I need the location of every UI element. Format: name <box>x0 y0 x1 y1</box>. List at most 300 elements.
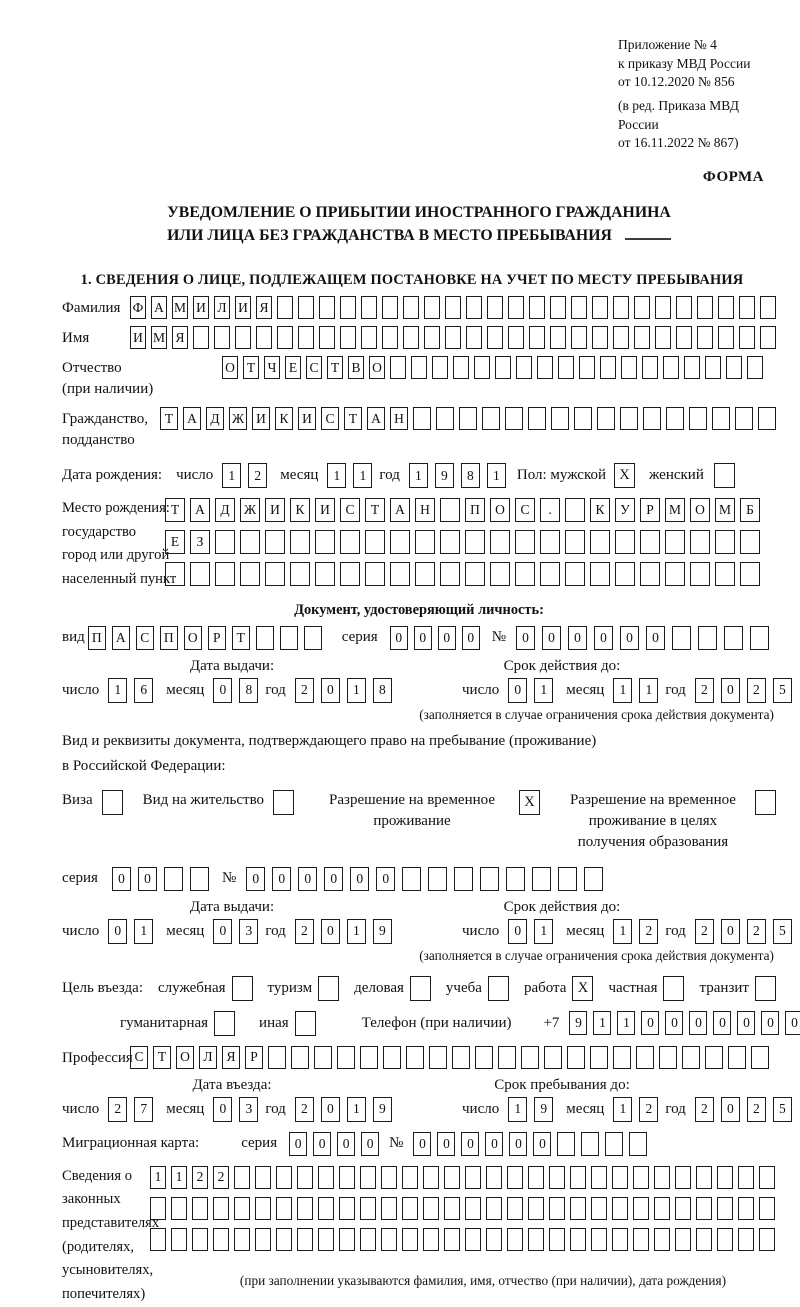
char-cell[interactable]: 1 <box>353 463 372 488</box>
char-cell[interactable] <box>506 867 525 891</box>
char-cell[interactable] <box>620 407 638 430</box>
char-cell[interactable]: 0 <box>246 867 265 891</box>
char-cell[interactable] <box>444 1197 460 1220</box>
char-cell[interactable]: 2 <box>213 1166 229 1189</box>
char-cell[interactable] <box>315 530 335 554</box>
char-cell[interactable] <box>465 1166 481 1189</box>
char-cell[interactable] <box>613 1046 631 1069</box>
char-cell[interactable] <box>640 530 660 554</box>
char-cell[interactable]: 1 <box>222 463 241 488</box>
char-cell[interactable]: С <box>306 356 322 379</box>
char-cell[interactable] <box>495 356 511 379</box>
char-cell[interactable]: 2 <box>695 678 714 703</box>
char-cell[interactable] <box>705 1046 723 1069</box>
official-checkbox[interactable] <box>232 976 253 1001</box>
char-cell[interactable] <box>565 562 585 586</box>
char-cell[interactable] <box>297 1166 313 1189</box>
char-cell[interactable]: 1 <box>487 463 506 488</box>
char-cell[interactable] <box>360 1197 376 1220</box>
char-cell[interactable]: 1 <box>613 919 632 944</box>
char-cell[interactable]: 0 <box>721 1097 740 1122</box>
char-cell[interactable] <box>718 326 734 349</box>
char-cell[interactable]: 0 <box>437 1132 455 1156</box>
char-cell[interactable] <box>339 1228 355 1251</box>
char-cell[interactable]: 2 <box>108 1097 127 1122</box>
char-cell[interactable] <box>171 1197 187 1220</box>
char-cell[interactable]: 0 <box>665 1011 683 1035</box>
char-cell[interactable] <box>465 530 485 554</box>
char-cell[interactable]: 6 <box>134 678 153 703</box>
char-cell[interactable] <box>612 1197 628 1220</box>
char-cell[interactable]: 0 <box>350 867 369 891</box>
business-checkbox[interactable] <box>410 976 431 1001</box>
char-cell[interactable] <box>415 562 435 586</box>
char-cell[interactable] <box>621 356 637 379</box>
char-cell[interactable] <box>424 326 440 349</box>
char-cell[interactable]: 2 <box>639 1097 658 1122</box>
char-cell[interactable] <box>255 1197 271 1220</box>
char-cell[interactable] <box>615 530 635 554</box>
char-cell[interactable] <box>361 326 377 349</box>
char-cell[interactable] <box>429 1046 447 1069</box>
char-cell[interactable]: 5 <box>773 919 792 944</box>
char-cell[interactable] <box>633 1197 649 1220</box>
char-cell[interactable] <box>738 1228 754 1251</box>
char-cell[interactable] <box>597 407 615 430</box>
char-cell[interactable] <box>465 1197 481 1220</box>
char-cell[interactable]: О <box>690 498 710 522</box>
char-cell[interactable] <box>339 1197 355 1220</box>
char-cell[interactable]: 1 <box>347 678 366 703</box>
char-cell[interactable]: 0 <box>721 919 740 944</box>
char-cell[interactable] <box>381 1197 397 1220</box>
char-cell[interactable] <box>633 1166 649 1189</box>
char-cell[interactable]: А <box>390 498 410 522</box>
char-cell[interactable]: 2 <box>695 1097 714 1122</box>
char-cell[interactable] <box>402 1228 418 1251</box>
char-cell[interactable] <box>255 1228 271 1251</box>
char-cell[interactable] <box>613 296 629 319</box>
char-cell[interactable]: 0 <box>533 1132 551 1156</box>
char-cell[interactable] <box>276 1197 292 1220</box>
char-cell[interactable]: 0 <box>508 919 527 944</box>
char-cell[interactable] <box>340 530 360 554</box>
other-checkbox[interactable] <box>295 1011 316 1036</box>
char-cell[interactable] <box>758 407 776 430</box>
char-cell[interactable]: 7 <box>134 1097 153 1122</box>
char-cell[interactable] <box>382 296 398 319</box>
char-cell[interactable]: Т <box>232 626 250 650</box>
char-cell[interactable]: Е <box>165 530 185 554</box>
char-cell[interactable] <box>304 626 322 650</box>
char-cell[interactable]: 1 <box>613 1097 632 1122</box>
char-cell[interactable] <box>480 867 499 891</box>
char-cell[interactable]: 2 <box>747 1097 766 1122</box>
char-cell[interactable] <box>318 1197 334 1220</box>
char-cell[interactable] <box>190 867 209 891</box>
char-cell[interactable] <box>612 1228 628 1251</box>
char-cell[interactable]: П <box>88 626 106 650</box>
char-cell[interactable]: 1 <box>639 678 658 703</box>
char-cell[interactable]: П <box>465 498 485 522</box>
char-cell[interactable] <box>717 1228 733 1251</box>
char-cell[interactable] <box>549 1228 565 1251</box>
char-cell[interactable] <box>215 562 235 586</box>
char-cell[interactable] <box>240 530 260 554</box>
char-cell[interactable]: 0 <box>213 678 232 703</box>
char-cell[interactable] <box>490 530 510 554</box>
char-cell[interactable] <box>565 530 585 554</box>
char-cell[interactable]: М <box>665 498 685 522</box>
char-cell[interactable] <box>715 530 735 554</box>
char-cell[interactable] <box>571 296 587 319</box>
char-cell[interactable] <box>234 1197 250 1220</box>
char-cell[interactable]: 0 <box>761 1011 779 1035</box>
char-cell[interactable]: Ж <box>240 498 260 522</box>
char-cell[interactable] <box>234 1166 250 1189</box>
char-cell[interactable]: 1 <box>347 919 366 944</box>
char-cell[interactable] <box>592 326 608 349</box>
char-cell[interactable] <box>240 562 260 586</box>
char-cell[interactable] <box>487 296 503 319</box>
char-cell[interactable]: И <box>235 296 251 319</box>
char-cell[interactable]: Т <box>243 356 259 379</box>
char-cell[interactable] <box>654 1166 670 1189</box>
char-cell[interactable]: 1 <box>327 463 346 488</box>
char-cell[interactable] <box>581 1132 599 1156</box>
char-cell[interactable] <box>689 407 707 430</box>
char-cell[interactable] <box>454 867 473 891</box>
char-cell[interactable]: 0 <box>298 867 317 891</box>
char-cell[interactable] <box>728 1046 746 1069</box>
char-cell[interactable] <box>235 326 251 349</box>
char-cell[interactable]: Н <box>390 407 408 430</box>
char-cell[interactable] <box>390 562 410 586</box>
char-cell[interactable]: 2 <box>747 919 766 944</box>
char-cell[interactable] <box>474 356 490 379</box>
char-cell[interactable] <box>365 530 385 554</box>
char-cell[interactable] <box>675 1228 691 1251</box>
char-cell[interactable] <box>277 296 293 319</box>
char-cell[interactable] <box>565 498 585 522</box>
char-cell[interactable] <box>505 407 523 430</box>
char-cell[interactable] <box>672 626 691 650</box>
char-cell[interactable] <box>529 296 545 319</box>
char-cell[interactable] <box>574 407 592 430</box>
char-cell[interactable]: С <box>321 407 339 430</box>
char-cell[interactable] <box>276 1228 292 1251</box>
char-cell[interactable]: 0 <box>108 919 127 944</box>
char-cell[interactable]: 0 <box>414 626 432 650</box>
char-cell[interactable] <box>540 562 560 586</box>
char-cell[interactable] <box>382 326 398 349</box>
char-cell[interactable] <box>634 296 650 319</box>
sex-female-checkbox[interactable] <box>714 463 735 488</box>
char-cell[interactable]: 0 <box>785 1011 800 1035</box>
char-cell[interactable] <box>390 356 406 379</box>
char-cell[interactable]: 9 <box>373 919 392 944</box>
char-cell[interactable]: Е <box>285 356 301 379</box>
char-cell[interactable] <box>676 326 692 349</box>
char-cell[interactable]: 1 <box>150 1166 166 1189</box>
char-cell[interactable] <box>423 1166 439 1189</box>
char-cell[interactable]: Ф <box>130 296 146 319</box>
transit-checkbox[interactable] <box>755 976 776 1001</box>
char-cell[interactable]: 0 <box>509 1132 527 1156</box>
char-cell[interactable] <box>234 1228 250 1251</box>
char-cell[interactable]: Т <box>153 1046 171 1069</box>
char-cell[interactable] <box>747 356 763 379</box>
char-cell[interactable]: 0 <box>594 626 613 650</box>
char-cell[interactable] <box>655 296 671 319</box>
char-cell[interactable] <box>192 1228 208 1251</box>
char-cell[interactable] <box>532 867 551 891</box>
char-cell[interactable] <box>403 296 419 319</box>
char-cell[interactable]: К <box>290 498 310 522</box>
char-cell[interactable] <box>528 407 546 430</box>
char-cell[interactable] <box>738 1166 754 1189</box>
char-cell[interactable]: 0 <box>516 626 535 650</box>
char-cell[interactable] <box>675 1166 691 1189</box>
char-cell[interactable] <box>164 867 183 891</box>
char-cell[interactable] <box>663 356 679 379</box>
char-cell[interactable] <box>516 356 532 379</box>
char-cell[interactable] <box>636 1046 654 1069</box>
char-cell[interactable] <box>318 1228 334 1251</box>
char-cell[interactable]: 1 <box>134 919 153 944</box>
char-cell[interactable]: 0 <box>641 1011 659 1035</box>
char-cell[interactable]: О <box>222 356 238 379</box>
char-cell[interactable]: Р <box>640 498 660 522</box>
char-cell[interactable]: Ч <box>264 356 280 379</box>
char-cell[interactable]: 2 <box>248 463 267 488</box>
char-cell[interactable] <box>640 562 660 586</box>
char-cell[interactable] <box>751 1046 769 1069</box>
char-cell[interactable] <box>403 326 419 349</box>
char-cell[interactable] <box>466 326 482 349</box>
char-cell[interactable] <box>654 1228 670 1251</box>
char-cell[interactable] <box>738 1197 754 1220</box>
char-cell[interactable]: А <box>183 407 201 430</box>
char-cell[interactable] <box>337 1046 355 1069</box>
residence-permit-checkbox[interactable] <box>273 790 294 815</box>
char-cell[interactable] <box>528 1166 544 1189</box>
char-cell[interactable]: К <box>275 407 293 430</box>
char-cell[interactable] <box>318 1166 334 1189</box>
char-cell[interactable] <box>590 562 610 586</box>
char-cell[interactable]: 0 <box>542 626 561 650</box>
char-cell[interactable] <box>696 1197 712 1220</box>
temp-residence-education-checkbox[interactable] <box>755 790 776 815</box>
tourism-checkbox[interactable] <box>318 976 339 1001</box>
char-cell[interactable] <box>615 562 635 586</box>
char-cell[interactable] <box>740 530 760 554</box>
char-cell[interactable]: 2 <box>639 919 658 944</box>
char-cell[interactable]: 1 <box>613 678 632 703</box>
char-cell[interactable]: 0 <box>461 1132 479 1156</box>
char-cell[interactable] <box>584 867 603 891</box>
char-cell[interactable] <box>360 1046 378 1069</box>
char-cell[interactable] <box>406 1046 424 1069</box>
char-cell[interactable]: 8 <box>239 678 258 703</box>
char-cell[interactable] <box>697 326 713 349</box>
char-cell[interactable] <box>759 1166 775 1189</box>
char-cell[interactable] <box>291 1046 309 1069</box>
char-cell[interactable]: 0 <box>568 626 587 650</box>
char-cell[interactable]: 1 <box>617 1011 635 1035</box>
char-cell[interactable] <box>390 530 410 554</box>
char-cell[interactable]: С <box>515 498 535 522</box>
char-cell[interactable] <box>591 1228 607 1251</box>
char-cell[interactable] <box>558 867 577 891</box>
char-cell[interactable]: 2 <box>295 678 314 703</box>
char-cell[interactable]: Р <box>245 1046 263 1069</box>
char-cell[interactable] <box>165 562 185 586</box>
char-cell[interactable]: 1 <box>347 1097 366 1122</box>
char-cell[interactable]: Д <box>206 407 224 430</box>
char-cell[interactable] <box>592 296 608 319</box>
char-cell[interactable] <box>340 296 356 319</box>
char-cell[interactable]: 0 <box>213 1097 232 1122</box>
char-cell[interactable] <box>528 1197 544 1220</box>
char-cell[interactable] <box>675 1197 691 1220</box>
char-cell[interactable]: Я <box>172 326 188 349</box>
char-cell[interactable] <box>665 530 685 554</box>
char-cell[interactable] <box>515 562 535 586</box>
char-cell[interactable] <box>361 296 377 319</box>
char-cell[interactable]: О <box>369 356 385 379</box>
char-cell[interactable]: О <box>176 1046 194 1069</box>
char-cell[interactable] <box>759 1228 775 1251</box>
char-cell[interactable]: А <box>151 296 167 319</box>
char-cell[interactable] <box>508 296 524 319</box>
char-cell[interactable] <box>290 562 310 586</box>
char-cell[interactable] <box>432 356 448 379</box>
char-cell[interactable] <box>682 1046 700 1069</box>
char-cell[interactable] <box>466 296 482 319</box>
char-cell[interactable] <box>750 626 769 650</box>
char-cell[interactable] <box>705 356 721 379</box>
char-cell[interactable] <box>654 1197 670 1220</box>
char-cell[interactable] <box>735 407 753 430</box>
char-cell[interactable]: 1 <box>508 1097 527 1122</box>
char-cell[interactable] <box>629 1132 647 1156</box>
char-cell[interactable] <box>445 296 461 319</box>
char-cell[interactable] <box>613 326 629 349</box>
char-cell[interactable]: Р <box>208 626 226 650</box>
char-cell[interactable]: 0 <box>376 867 395 891</box>
char-cell[interactable] <box>760 296 776 319</box>
char-cell[interactable]: 1 <box>593 1011 611 1035</box>
char-cell[interactable] <box>402 867 421 891</box>
char-cell[interactable]: 0 <box>390 626 408 650</box>
char-cell[interactable] <box>690 530 710 554</box>
char-cell[interactable]: А <box>112 626 130 650</box>
char-cell[interactable]: И <box>252 407 270 430</box>
char-cell[interactable]: Т <box>365 498 385 522</box>
char-cell[interactable]: М <box>172 296 188 319</box>
char-cell[interactable] <box>482 407 500 430</box>
char-cell[interactable]: 8 <box>373 678 392 703</box>
char-cell[interactable] <box>529 326 545 349</box>
char-cell[interactable] <box>537 356 553 379</box>
char-cell[interactable] <box>684 356 700 379</box>
char-cell[interactable] <box>739 296 755 319</box>
char-cell[interactable]: Л <box>214 296 230 319</box>
char-cell[interactable]: 0 <box>324 867 343 891</box>
char-cell[interactable] <box>507 1166 523 1189</box>
char-cell[interactable]: 9 <box>373 1097 392 1122</box>
char-cell[interactable] <box>465 1228 481 1251</box>
char-cell[interactable] <box>487 326 503 349</box>
char-cell[interactable]: Б <box>740 498 760 522</box>
char-cell[interactable] <box>507 1228 523 1251</box>
char-cell[interactable]: 2 <box>695 919 714 944</box>
char-cell[interactable]: С <box>130 1046 148 1069</box>
char-cell[interactable] <box>436 407 454 430</box>
char-cell[interactable] <box>298 326 314 349</box>
char-cell[interactable] <box>659 1046 677 1069</box>
char-cell[interactable] <box>715 562 735 586</box>
char-cell[interactable] <box>579 356 595 379</box>
char-cell[interactable] <box>411 356 427 379</box>
char-cell[interactable] <box>549 1197 565 1220</box>
char-cell[interactable]: К <box>590 498 610 522</box>
char-cell[interactable] <box>192 1197 208 1220</box>
char-cell[interactable] <box>445 326 461 349</box>
char-cell[interactable] <box>696 1166 712 1189</box>
char-cell[interactable] <box>550 326 566 349</box>
char-cell[interactable] <box>760 326 776 349</box>
char-cell[interactable] <box>507 1197 523 1220</box>
char-cell[interactable]: А <box>367 407 385 430</box>
char-cell[interactable]: Ж <box>229 407 247 430</box>
char-cell[interactable] <box>558 356 574 379</box>
char-cell[interactable] <box>423 1228 439 1251</box>
char-cell[interactable] <box>643 407 661 430</box>
char-cell[interactable] <box>319 296 335 319</box>
char-cell[interactable]: И <box>315 498 335 522</box>
char-cell[interactable]: 0 <box>737 1011 755 1035</box>
char-cell[interactable]: 1 <box>534 678 553 703</box>
char-cell[interactable] <box>402 1166 418 1189</box>
char-cell[interactable]: 0 <box>321 1097 340 1122</box>
char-cell[interactable] <box>498 1046 516 1069</box>
char-cell[interactable] <box>256 326 272 349</box>
char-cell[interactable]: 0 <box>138 867 157 891</box>
char-cell[interactable]: 2 <box>192 1166 208 1189</box>
char-cell[interactable]: . <box>540 498 560 522</box>
char-cell[interactable]: 0 <box>646 626 665 650</box>
char-cell[interactable] <box>423 1197 439 1220</box>
char-cell[interactable] <box>256 626 274 650</box>
char-cell[interactable] <box>193 326 209 349</box>
char-cell[interactable] <box>314 1046 332 1069</box>
char-cell[interactable]: 0 <box>413 1132 431 1156</box>
char-cell[interactable] <box>544 1046 562 1069</box>
char-cell[interactable]: И <box>193 296 209 319</box>
char-cell[interactable]: О <box>184 626 202 650</box>
char-cell[interactable] <box>424 296 440 319</box>
char-cell[interactable] <box>557 1132 575 1156</box>
char-cell[interactable] <box>215 530 235 554</box>
char-cell[interactable]: 0 <box>689 1011 707 1035</box>
char-cell[interactable] <box>739 326 755 349</box>
char-cell[interactable] <box>171 1228 187 1251</box>
char-cell[interactable]: И <box>265 498 285 522</box>
char-cell[interactable] <box>381 1228 397 1251</box>
char-cell[interactable]: 5 <box>773 1097 792 1122</box>
